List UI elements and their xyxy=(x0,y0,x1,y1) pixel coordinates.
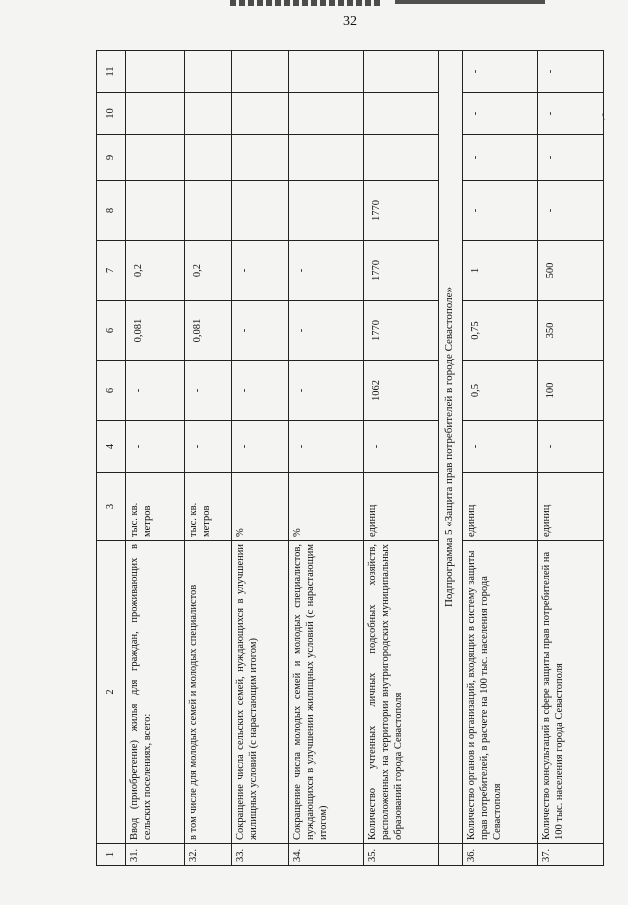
value-cell: - xyxy=(231,421,289,473)
col-header: 7 xyxy=(97,241,126,301)
unit-cell: тыс. кв. метров xyxy=(126,473,185,541)
indicator-name: Количество консультаций в сфере защиты прав потребителей на 100 тыс. населения города Севастополя xyxy=(537,541,603,844)
row-number: 35. xyxy=(363,844,438,866)
col-header: 6 xyxy=(97,301,126,361)
table-row xyxy=(537,51,603,866)
value-cell: - xyxy=(537,51,603,93)
value-cell: - xyxy=(463,421,538,473)
value-cell: - xyxy=(463,51,538,93)
value-cell: - xyxy=(289,361,364,421)
value-cell xyxy=(363,135,438,181)
value-cell: - xyxy=(184,361,231,421)
header-row xyxy=(97,51,126,866)
subprogram-row xyxy=(438,51,463,866)
value-cell xyxy=(289,181,364,241)
value-cell: 0,2 xyxy=(126,241,185,301)
table-row xyxy=(184,51,231,866)
value-cell xyxy=(126,135,185,181)
col-header: 3 xyxy=(97,473,126,541)
unit-cell: тыс. кв. метров xyxy=(184,473,231,541)
value-cell xyxy=(184,51,231,93)
indicator-name: Сокращение числа сельских семей, нуждающихся в улучшении жилищных условий (с нарастающим итогом) xyxy=(231,541,289,844)
value-cell: - xyxy=(231,361,289,421)
value-cell xyxy=(184,135,231,181)
col-header: 9 xyxy=(97,135,126,181)
value-cell: - xyxy=(537,181,603,241)
page-number: 32 xyxy=(343,14,357,29)
value-cell: 1770 xyxy=(363,241,438,301)
value-cell xyxy=(231,135,289,181)
indicator-name: Количество органов и организаций, входящих в систему защиты прав потребителей, в расчете на 100 тыс. населения города Севастополя xyxy=(463,541,538,844)
table-row xyxy=(463,51,538,866)
value-cell xyxy=(184,93,231,135)
value-cell: - xyxy=(289,421,364,473)
row-number: 36. xyxy=(463,844,538,866)
table-row xyxy=(126,51,185,866)
subprogram-title: Подпрограмма 5 «Защита прав потребителей в городе Севастополе» xyxy=(438,51,463,844)
unit-cell: единиц xyxy=(537,473,603,541)
value-cell: 500 xyxy=(537,241,603,301)
value-cell: - xyxy=(463,135,538,181)
row-number: 33. xyxy=(231,844,289,866)
row-number: 32. xyxy=(184,844,231,866)
table-row xyxy=(363,51,438,866)
indicator-name: Количество учтенных личных подсобных хозяйств, расположенных на территории внутригородских муниципальных образований города Севастополя xyxy=(363,541,438,844)
rotated-table-container xyxy=(96,51,604,866)
col-header: 4 xyxy=(97,421,126,473)
table-row xyxy=(289,51,364,866)
row-number: 34. xyxy=(289,844,364,866)
indicator-name: Ввод (приобретение) жилья для граждан, проживающих в сельских поселениях, всего: xyxy=(126,541,185,844)
row-number: 31. xyxy=(126,844,185,866)
value-cell xyxy=(126,51,185,93)
indicator-name: Сокращение числа молодых семей и молодых специалистов, нуждающихся в улучшении жилищных условий (с нарастающим итогом) xyxy=(289,541,364,844)
col-header: 8 xyxy=(97,181,126,241)
value-cell: 100 xyxy=(537,361,603,421)
value-cell: 1770 xyxy=(363,301,438,361)
scan-artifact-top xyxy=(230,0,380,6)
value-cell: 0,081 xyxy=(126,301,185,361)
value-cell xyxy=(289,51,364,93)
unit-cell: % xyxy=(289,473,364,541)
value-cell: - xyxy=(463,93,538,135)
col-header: 2 xyxy=(97,541,126,844)
value-cell xyxy=(289,93,364,135)
value-cell xyxy=(126,93,185,135)
unit-cell: % xyxy=(231,473,289,541)
indicator-name: в том числе для молодых семей и молодых специалистов xyxy=(184,541,231,844)
value-cell: - xyxy=(126,421,185,473)
value-cell xyxy=(363,93,438,135)
value-cell: 0,5 xyxy=(463,361,538,421)
col-header: 10 xyxy=(97,93,126,135)
value-cell xyxy=(231,181,289,241)
value-cell xyxy=(289,135,364,181)
value-cell: - xyxy=(289,301,364,361)
value-cell: - xyxy=(231,301,289,361)
value-cell: - xyxy=(184,421,231,473)
value-cell: - xyxy=(537,93,603,135)
value-cell: - xyxy=(363,421,438,473)
value-cell xyxy=(126,181,185,241)
value-cell: - xyxy=(126,361,185,421)
value-cell: 0,2 xyxy=(184,241,231,301)
value-cell: - xyxy=(537,421,603,473)
value-cell: - xyxy=(463,181,538,241)
scan-mark: \ xyxy=(602,112,605,122)
row-number: 37. xyxy=(537,844,603,866)
value-cell: 0,081 xyxy=(184,301,231,361)
table-row xyxy=(231,51,289,866)
col-header: 11 xyxy=(97,51,126,93)
col-header: 6 xyxy=(97,361,126,421)
unit-cell: единиц xyxy=(463,473,538,541)
col-header: 1 xyxy=(97,844,126,866)
value-cell xyxy=(363,51,438,93)
value-cell: 350 xyxy=(537,301,603,361)
subprogram-empty-cell xyxy=(438,844,463,866)
value-cell: - xyxy=(537,135,603,181)
value-cell: 1 xyxy=(463,241,538,301)
value-cell xyxy=(231,51,289,93)
value-cell xyxy=(184,181,231,241)
value-cell: 1062 xyxy=(363,361,438,421)
indicators-table xyxy=(96,50,604,866)
value-cell: 0,75 xyxy=(463,301,538,361)
value-cell: - xyxy=(231,241,289,301)
scan-artifact-top-bar xyxy=(395,0,545,4)
value-cell: 1770 xyxy=(363,181,438,241)
value-cell xyxy=(231,93,289,135)
value-cell: - xyxy=(289,241,364,301)
unit-cell: единиц xyxy=(363,473,438,541)
